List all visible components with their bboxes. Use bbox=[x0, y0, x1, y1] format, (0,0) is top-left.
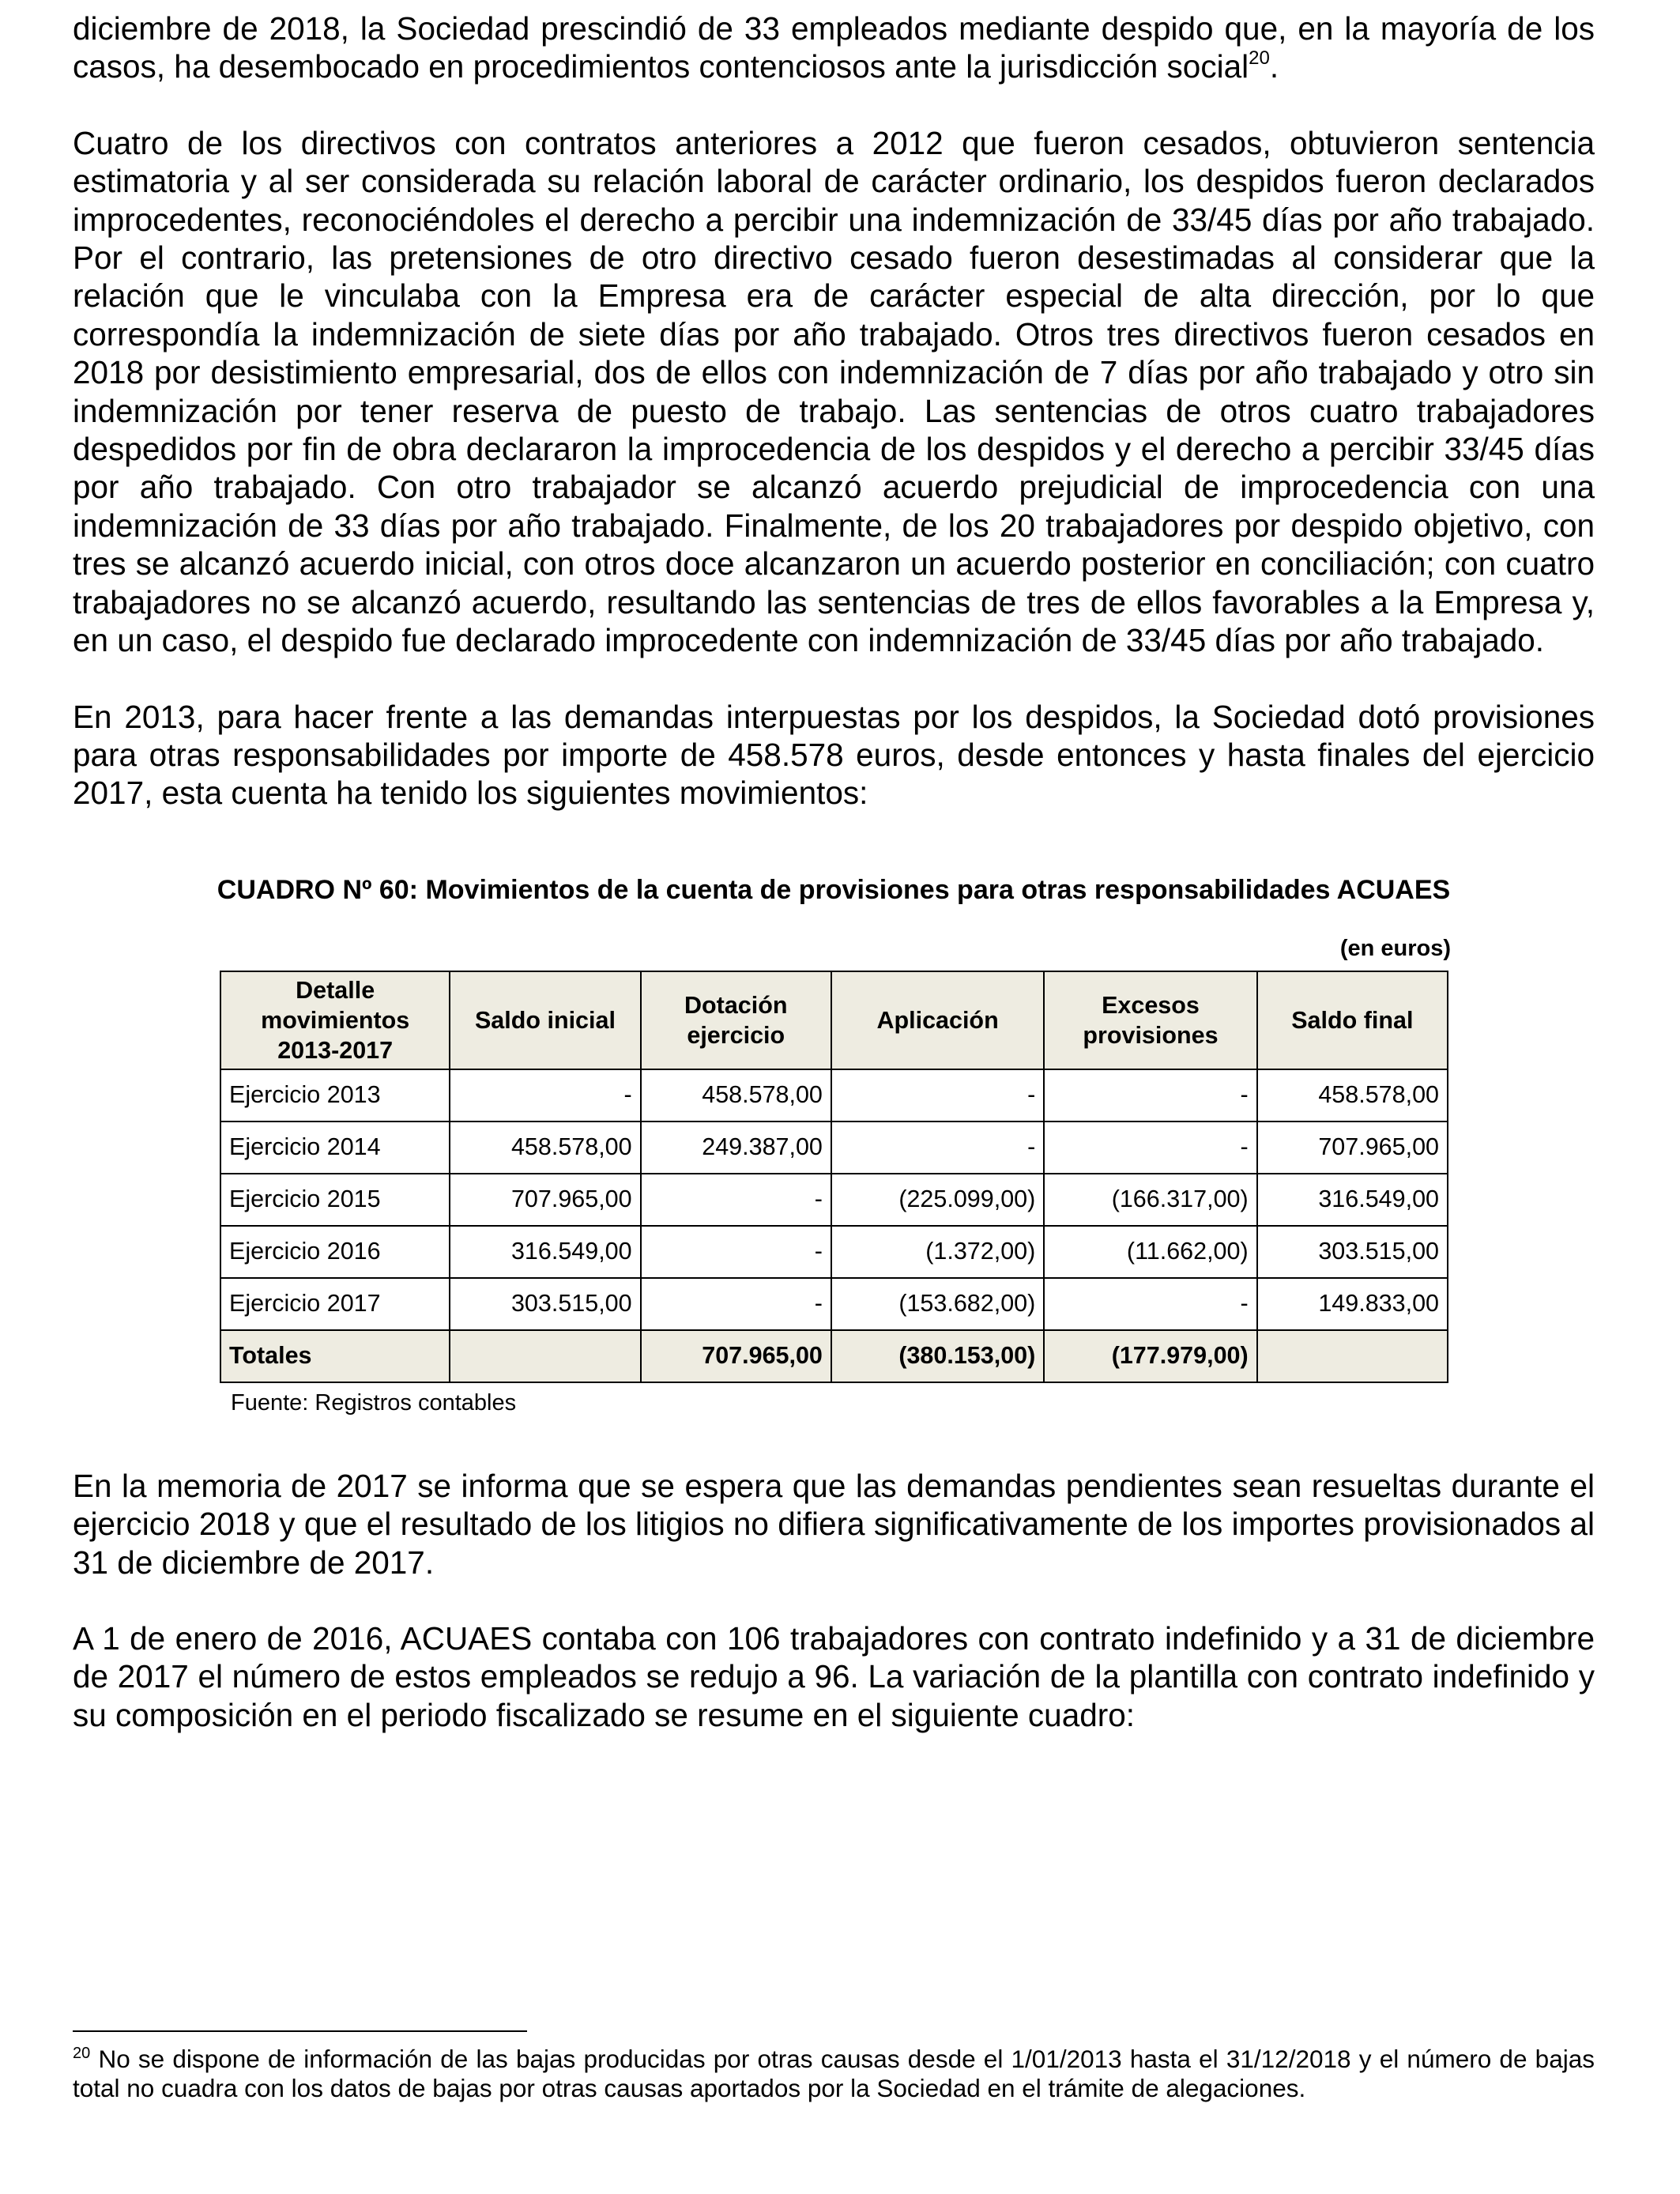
cell-dotacion: - bbox=[641, 1174, 831, 1226]
row-label: Ejercicio 2017 bbox=[220, 1278, 450, 1330]
cell-excesos: (166.317,00) bbox=[1044, 1174, 1256, 1226]
cell-saldo-final: 707.965,00 bbox=[1257, 1122, 1448, 1174]
totals-excesos: (177.979,00) bbox=[1044, 1330, 1256, 1382]
cell-saldo-inicial: 303.515,00 bbox=[450, 1278, 640, 1330]
cell-aplicacion: (153.682,00) bbox=[831, 1278, 1044, 1330]
totals-label: Totales bbox=[220, 1330, 450, 1382]
totals-dotacion: 707.965,00 bbox=[641, 1330, 831, 1382]
totals-saldo-inicial bbox=[450, 1330, 640, 1382]
cell-dotacion: 458.578,00 bbox=[641, 1069, 831, 1122]
document-body bbox=[73, 9, 1595, 1772]
header-saldo-inicial: Saldo inicial bbox=[450, 971, 640, 1069]
header-dotacion-line1: Dotación bbox=[684, 991, 788, 1019]
paragraph-1-text: diciembre de 2018, la Sociedad prescindió de 33 empleados mediante despido que, en la mayoría de los casos, ha desembocado en procedimientos contenciosos ante la jurisdicción social bbox=[73, 10, 1595, 85]
cell-dotacion: - bbox=[641, 1226, 831, 1278]
cell-excesos: - bbox=[1044, 1122, 1256, 1174]
footnote-text: No se dispone de información de las bajas producidas por otras causas desde el 1/01/2013 hasta el 31/12/2018 y el número de bajas total no cuadra con los datos de bajas por otras causas aportados por la Sociedad en el trámite de alegaciones. bbox=[73, 2045, 1595, 2102]
header-detalle-line2: 2013-2017 bbox=[277, 1036, 394, 1064]
cell-dotacion: - bbox=[641, 1278, 831, 1330]
cell-saldo-final: 316.549,00 bbox=[1257, 1174, 1448, 1226]
header-dotacion bbox=[641, 971, 831, 1069]
table-row bbox=[220, 1069, 1448, 1122]
table-row bbox=[220, 1278, 1448, 1330]
header-detalle bbox=[220, 971, 450, 1069]
cell-aplicacion: (225.099,00) bbox=[831, 1174, 1044, 1226]
cell-aplicacion: - bbox=[831, 1122, 1044, 1174]
cell-saldo-inicial: 316.549,00 bbox=[450, 1226, 640, 1278]
cell-saldo-final: 149.833,00 bbox=[1257, 1278, 1448, 1330]
table-header-row bbox=[220, 971, 1448, 1069]
table-units: (en euros) bbox=[1339, 935, 1451, 961]
totals-saldo-final bbox=[1257, 1330, 1448, 1382]
cell-excesos: - bbox=[1044, 1069, 1256, 1122]
cell-saldo-final: 458.578,00 bbox=[1257, 1069, 1448, 1122]
paragraph-1-end: . bbox=[1269, 48, 1279, 85]
table-source: Fuente: Registros contables bbox=[231, 1389, 517, 1416]
header-saldo-final: Saldo final bbox=[1257, 971, 1448, 1069]
cell-excesos: (11.662,00) bbox=[1044, 1226, 1256, 1278]
table-row bbox=[220, 1122, 1448, 1174]
header-excesos bbox=[1044, 971, 1256, 1069]
table-title: CUADRO Nº 60: Movimientos de la cuenta de provisiones para otras responsabilidades ACUAES bbox=[217, 874, 1451, 905]
cell-aplicacion: (1.372,00) bbox=[831, 1226, 1044, 1278]
cell-excesos: - bbox=[1044, 1278, 1256, 1330]
header-aplicacion: Aplicación bbox=[831, 971, 1044, 1069]
footnote-20 bbox=[73, 2045, 1595, 2102]
footnote-divider bbox=[73, 2030, 527, 2032]
table-totals-row bbox=[220, 1330, 1448, 1382]
header-detalle-line1: Detalle movimientos bbox=[261, 976, 410, 1034]
paragraph-3: En 2013, para hacer frente a las demandas interpuestas por los despidos, la Sociedad dotó provisiones para otras responsabilidades por importe de 458.578 euros, desde entonces y hasta finales del ejercicio 2017, esta cuenta ha tenido los siguientes movimientos: bbox=[73, 698, 1595, 812]
totals-aplicacion: (380.153,00) bbox=[831, 1330, 1044, 1382]
table-row bbox=[220, 1226, 1448, 1278]
row-label: Ejercicio 2014 bbox=[220, 1122, 450, 1174]
header-excesos-line2: provisiones bbox=[1083, 1021, 1219, 1049]
paragraph-5: A 1 de enero de 2016, ACUAES contaba con 106 trabajadores con contrato indefinido y a 31 de diciembre de 2017 el número de estos empleados se redujo a 96. La variación de la plantilla con contrato indefinido y su composición en el periodo fiscalizado se resume en el siguiente cuadro: bbox=[73, 1619, 1595, 1733]
footnote-ref-20[interactable]: 20 bbox=[1249, 47, 1270, 70]
table-row bbox=[220, 1174, 1448, 1226]
provisions-table bbox=[220, 971, 1448, 1383]
header-dotacion-line2: ejercicio bbox=[687, 1021, 785, 1049]
row-label: Ejercicio 2015 bbox=[220, 1174, 450, 1226]
cell-saldo-final: 303.515,00 bbox=[1257, 1226, 1448, 1278]
cell-saldo-inicial: 707.965,00 bbox=[450, 1174, 640, 1226]
paragraph-4: En la memoria de 2017 se informa que se espera que las demandas pendientes sean resueltas durante el ejercicio 2018 y que el resultado de los litigios no difiera significativamente de los importes provisionados al 31 de diciembre de 2017. bbox=[73, 1467, 1595, 1581]
paragraph-2: Cuatro de los directivos con contratos anteriores a 2012 que fueron cesados, obtuvieron sentencia estimatoria y al ser considerada su relación laboral de carácter ordinario, los despidos fueron declarados improcedentes, reconociéndoles el derecho a percibir una indemnización de 33/45 días por año trabajado. Por el contrario, las pretensiones de otro directivo cesado fueron desestimadas al considerar que la relación que le vinculaba con la Empresa era de carácter especial de alta dirección, por lo que correspondía la indemnización de siete días por año trabajado. Otros tres directivos fueron cesados en 2018 por desistimiento empresarial, dos de ellos con indemnización de 7 días por año trabajado y otro sin indemnización por tener reserva de puesto de trabajo. Las sentencias de otros cuatro trabajadores despedidos por fin de obra declararon la improcedencia de los despidos y el derecho a percibir 33/45 días por año trabajado. Con otro trabajador se alcanzó acuerdo prejudicial de improcedencia con una indemnización de 33 días por año trabajado. Finalmente, de los 20 trabajadores por despido objetivo, con tres se alcanzó acuerdo inicial, con otros doce alcanzaron un acuerdo posterior en conciliación; con cuatro trabajadores no se alcanzó acuerdo, resultando las sentencias de tres de ellos favorables a la Empresa y, en un caso, el despido fue declarado improcedente con indemnización de 33/45 días por año trabajado. bbox=[73, 124, 1595, 659]
header-excesos-line1: Excesos bbox=[1102, 991, 1200, 1019]
cell-aplicacion: - bbox=[831, 1069, 1044, 1122]
cell-dotacion: 249.387,00 bbox=[641, 1122, 831, 1174]
cell-saldo-inicial: 458.578,00 bbox=[450, 1122, 640, 1174]
cell-saldo-inicial: - bbox=[450, 1069, 640, 1122]
row-label: Ejercicio 2016 bbox=[220, 1226, 450, 1278]
paragraph-1 bbox=[73, 9, 1595, 86]
row-label: Ejercicio 2013 bbox=[220, 1069, 450, 1122]
footnote-number: 20 bbox=[73, 2045, 91, 2062]
